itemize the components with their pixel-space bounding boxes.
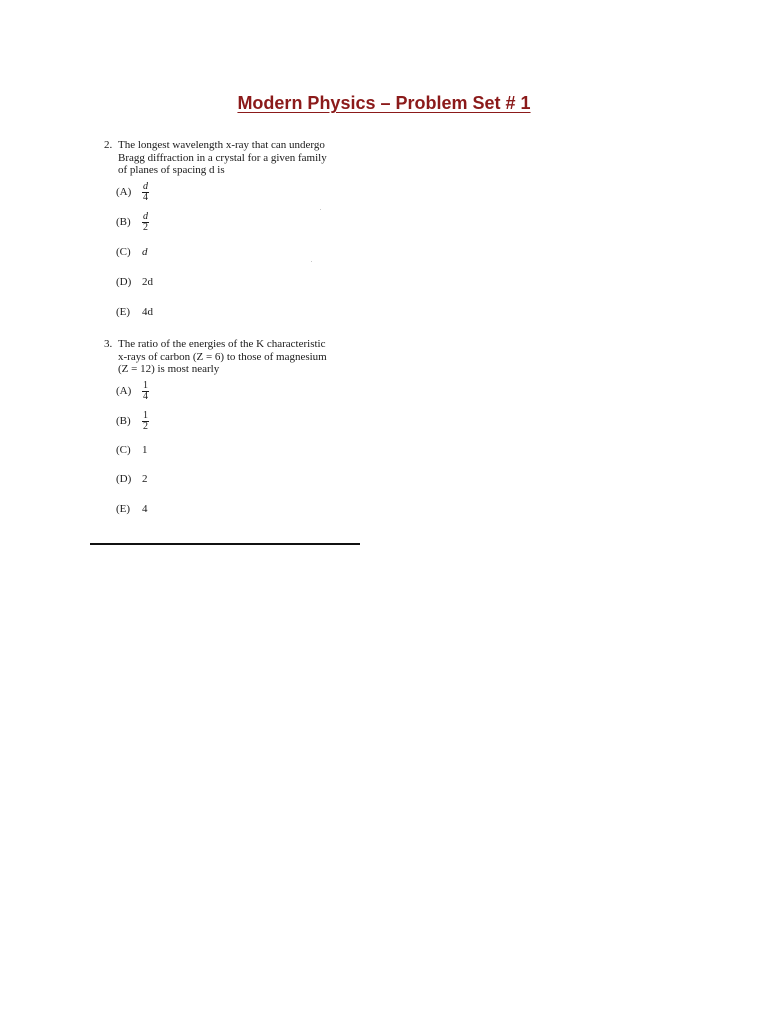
choice-letter: (D) [116,473,132,485]
fraction-numerator: 1 [143,379,148,391]
choice-2c [116,240,148,264]
fraction [142,212,149,233]
question-line: Bragg diffraction in a crystal for a given family [118,151,327,164]
question-line: The longest wavelength x-ray that can undergo [118,139,325,151]
scan-speck [311,261,312,262]
choice-3e [116,497,148,521]
question-3 [104,338,364,376]
choice-letter: (A) [116,385,132,397]
choice-2b [116,210,149,234]
choice-value: d [142,246,148,258]
choice-letter: (C) [116,246,131,258]
fraction-denominator: 2 [143,420,148,432]
choice-value: 2 [142,473,148,485]
question-number: 3. [104,338,113,350]
choice-3c [116,438,148,462]
fraction-denominator: 2 [143,221,148,233]
choice-3a [116,379,149,403]
choice-letter: (A) [116,186,132,198]
fraction [142,182,149,203]
fraction [142,411,149,432]
choice-letter: (C) [116,444,131,456]
choice-letter: (B) [116,415,131,427]
scan-speck [320,209,321,210]
page-title: Modern Physics – Problem Set # 1 [237,93,531,113]
question-line: of planes of spacing d is [118,164,225,176]
fraction-numerator: d [143,210,148,222]
question-line: The ratio of the energies of the K characteristic [118,338,326,350]
fraction-denominator: 4 [143,191,148,203]
choice-value: 4d [142,306,153,318]
choice-value: 4 [142,503,148,515]
question-line: x-rays of carbon (Z = 6) to those of magnesium [118,350,327,363]
fraction-numerator: d [143,180,148,192]
choice-2e [116,300,153,324]
choice-value: 2d [142,276,153,288]
choice-letter: (E) [116,306,131,318]
section-divider [90,543,360,545]
choice-letter: (E) [116,503,131,515]
question-number: 2. [104,139,113,151]
question-line: (Z = 12) is most nearly [118,363,220,375]
choice-3d [116,467,148,491]
choice-2a [116,180,149,204]
fraction-denominator: 4 [143,390,148,402]
choice-letter: (B) [116,216,131,228]
fraction [142,381,149,402]
question-stem [118,338,364,376]
choice-letter: (D) [116,276,132,288]
question-2 [104,139,364,177]
choice-3b [116,409,149,433]
choice-2d [116,270,153,294]
fraction-numerator: 1 [143,409,148,421]
choice-value: 1 [142,444,148,456]
question-stem [118,139,364,177]
